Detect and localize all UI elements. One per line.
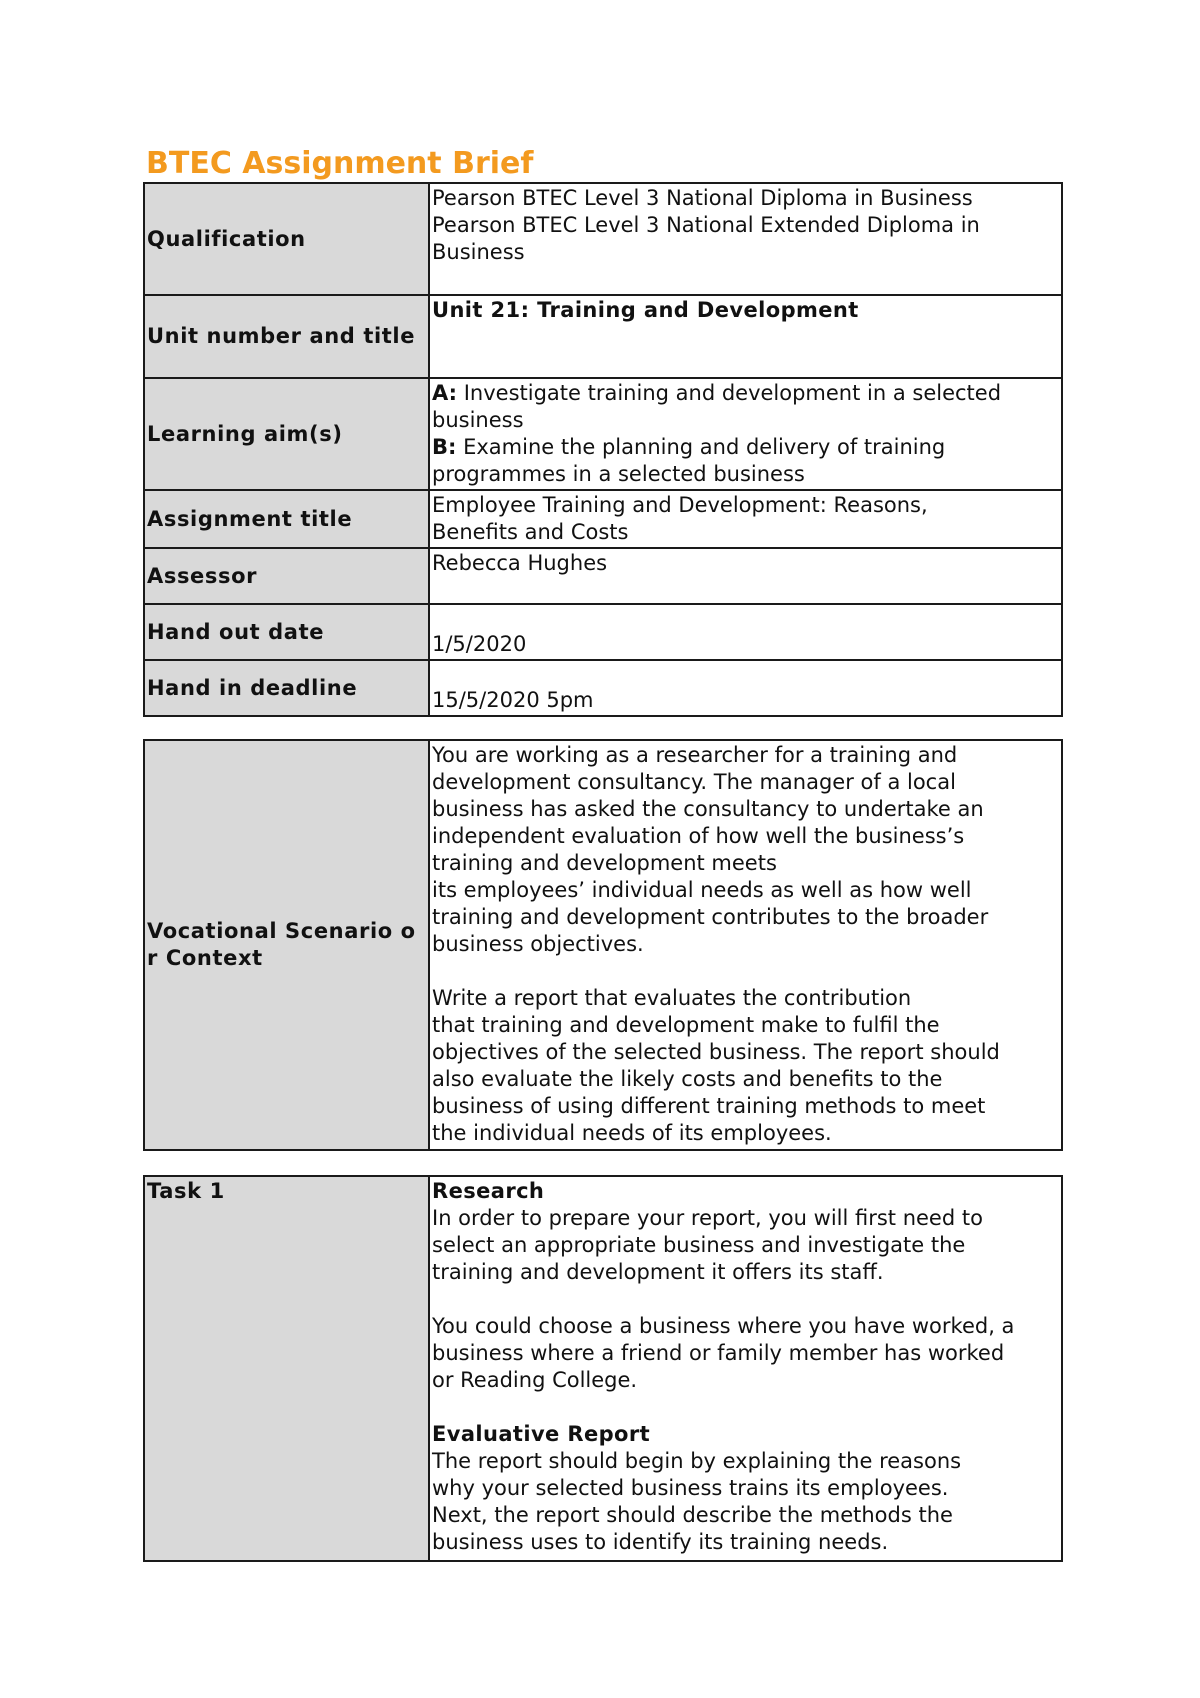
scenario-line: its employees’ individual needs as well as how well xyxy=(432,878,972,902)
research-heading: Research xyxy=(432,1179,545,1203)
task1-line: business uses to identify its training needs. xyxy=(432,1530,889,1554)
task1-line: select an appropriate business and investigate the xyxy=(432,1233,966,1257)
qualification-line: Business xyxy=(432,240,525,264)
aim-a-prefix: A: xyxy=(432,381,458,405)
scenario-line: You are working as a researcher for a training and xyxy=(432,743,958,767)
task1-table xyxy=(143,1175,1063,1562)
aim-b-text: Examine the planning and delivery of training xyxy=(456,435,946,459)
scenario-table xyxy=(143,739,1063,1151)
learning-aims-label: Learning aim(s) xyxy=(144,378,429,490)
scenario-line: business objectives. xyxy=(432,932,644,956)
task1-line: or Reading College. xyxy=(432,1368,638,1392)
scenario-line: that training and development make to fulfil the xyxy=(432,1013,940,1037)
scenario-line: training and development contributes to the broader xyxy=(432,905,989,929)
assignment-title-line: Employee Training and Development: Reasons, xyxy=(432,493,928,517)
report-heading: Evaluative Report xyxy=(432,1422,651,1446)
aim-a-text-cont: business xyxy=(432,408,524,432)
scenario-line: Write a report that evaluates the contribution xyxy=(432,986,912,1010)
scenario-line: training and development meets xyxy=(432,851,777,875)
scenario-text xyxy=(429,740,1062,1150)
task1-text xyxy=(429,1176,1062,1561)
learning-aims-row xyxy=(144,378,1062,490)
task1-line: You could choose a business where you have worked, a xyxy=(432,1314,1015,1338)
paragraph-gap xyxy=(432,1286,1059,1313)
assessor-value: Rebecca Hughes xyxy=(429,548,1062,604)
assignment-title-line: Benefits and Costs xyxy=(432,520,629,544)
scenario-label xyxy=(144,740,429,1150)
qualification-row xyxy=(144,183,1062,295)
hand-out-value: 1/5/2020 xyxy=(429,604,1062,660)
document-title: BTEC Assignment Brief xyxy=(146,146,534,181)
assessor-row xyxy=(144,548,1062,604)
hand-out-label: Hand out date xyxy=(144,604,429,660)
task1-line: Next, the report should describe the methods the xyxy=(432,1503,953,1527)
assignment-title-label: Assignment title xyxy=(144,490,429,548)
unit-row xyxy=(144,295,1062,378)
scenario-label-line: r Context xyxy=(147,946,263,970)
task1-row xyxy=(144,1176,1062,1561)
hand-in-row xyxy=(144,660,1062,716)
scenario-line: business has asked the consultancy to undertake an xyxy=(432,797,984,821)
task1-line: training and development it offers its staff. xyxy=(432,1260,884,1284)
hand-out-row xyxy=(144,604,1062,660)
scenario-row xyxy=(144,740,1062,1150)
hand-in-value: 15/5/2020 5pm xyxy=(429,660,1062,716)
unit-label: Unit number and title xyxy=(144,295,429,378)
assignment-title-row xyxy=(144,490,1062,548)
scenario-label-line: Vocational Scenario o xyxy=(147,919,416,943)
scenario-line: also evaluate the likely costs and benefits to the xyxy=(432,1067,943,1091)
assignment-info-table xyxy=(143,182,1063,717)
task1-line: why your selected business trains its employees. xyxy=(432,1476,949,1500)
qualification-label: Qualification xyxy=(144,183,429,295)
scenario-line: business of using different training methods to meet xyxy=(432,1094,986,1118)
assignment-title-value xyxy=(429,490,1062,548)
learning-aims-value xyxy=(429,378,1062,490)
scenario-line: objectives of the selected business. The report should xyxy=(432,1040,1000,1064)
task1-line: business where a friend or family member has worked xyxy=(432,1341,1005,1365)
scenario-line: independent evaluation of how well the business’s xyxy=(432,824,965,848)
paragraph-gap xyxy=(432,958,1059,985)
qualification-value xyxy=(429,183,1062,295)
aim-b-prefix: B: xyxy=(432,435,457,459)
scenario-line: development consultancy. The manager of a local xyxy=(432,770,956,794)
aim-b xyxy=(432,434,1059,461)
qualification-line: Pearson BTEC Level 3 National Diploma in Business xyxy=(432,186,973,210)
hand-in-label: Hand in deadline xyxy=(144,660,429,716)
aim-b-text-cont: programmes in a selected business xyxy=(432,462,805,486)
task1-label: Task 1 xyxy=(144,1176,429,1561)
task1-line: The report should begin by explaining the reasons xyxy=(432,1449,962,1473)
unit-value: Unit 21: Training and Development xyxy=(432,298,859,322)
paragraph-gap xyxy=(432,1394,1059,1421)
scenario-line: the individual needs of its employees. xyxy=(432,1121,832,1145)
qualification-line: Pearson BTEC Level 3 National Extended Diploma in xyxy=(432,213,980,237)
task1-line: In order to prepare your report, you will first need to xyxy=(432,1206,983,1230)
assessor-label: Assessor xyxy=(144,548,429,604)
aim-a xyxy=(432,380,1059,407)
aim-a-text: Investigate training and development in a selected xyxy=(457,381,1002,405)
